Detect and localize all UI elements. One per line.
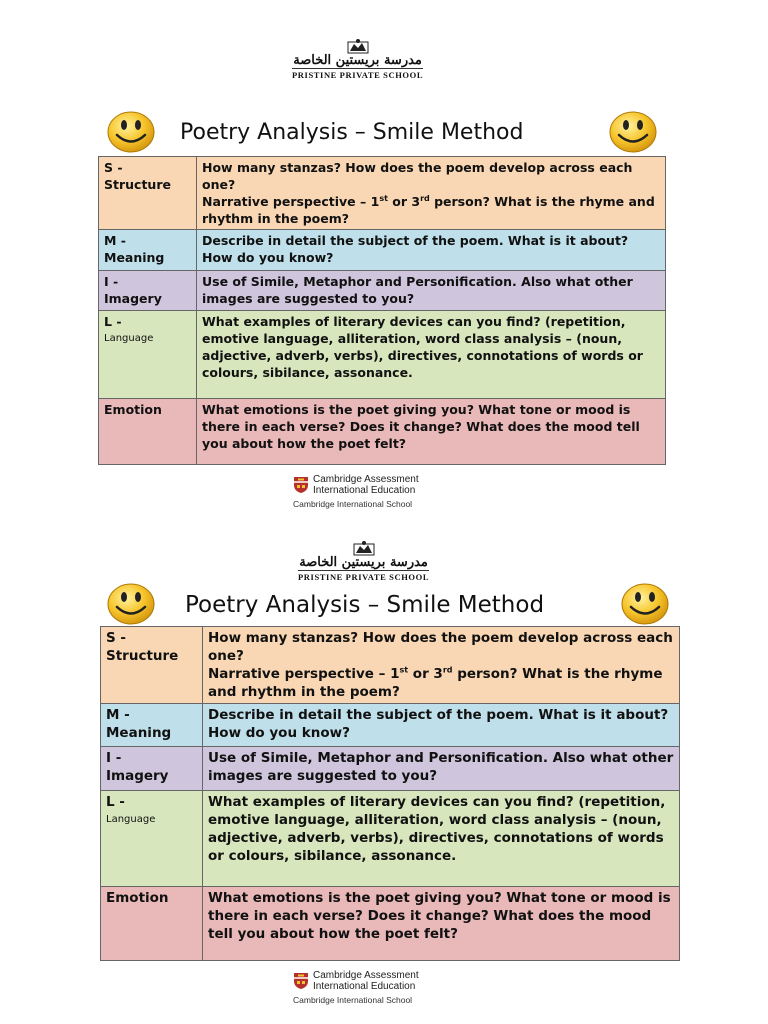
smiley-face-icon — [106, 582, 156, 626]
row-word: Imagery — [104, 291, 162, 306]
row-letter: L - — [104, 314, 122, 329]
row-letter: S - — [104, 160, 123, 175]
row-word: Emotion — [106, 890, 169, 906]
row-description: What examples of literary devices can you find? (repetition, emotive language, alliteration, word class analysis – (noun, adjective, adverb, verbs), directives, connotations of words or colours, sibilance, assonance. — [197, 311, 666, 399]
cambridge-line1: Cambridge Assessment — [313, 970, 419, 981]
row-letter: L - — [106, 794, 125, 810]
row-label — [99, 271, 197, 311]
cambridge-logo — [293, 970, 419, 1005]
table-row-meaning — [99, 230, 666, 271]
table-row-structure — [99, 157, 666, 230]
table-row-emotion — [101, 887, 680, 961]
row-word: Structure — [106, 648, 179, 664]
row-word: Language — [106, 814, 156, 825]
cambridge-shield-icon — [293, 972, 309, 990]
row-description: Use of Simile, Metaphor and Personification. Also what other images are suggested to you? — [203, 747, 680, 791]
row-letter: M - — [106, 707, 130, 723]
school-logo — [298, 540, 429, 582]
row-description: Describe in detail the subject of the poem. What is it about? How do you know? — [197, 230, 666, 271]
row-word: Meaning — [104, 250, 165, 265]
smile-method-table — [100, 626, 680, 961]
table-row-structure — [101, 627, 680, 704]
superscript-st: st — [399, 665, 409, 675]
structure-line2-post: person? What is the rhyme and rhythm in the poem? — [202, 194, 655, 226]
school-crest-icon — [351, 540, 377, 556]
school-crest-icon — [345, 38, 371, 54]
school-arabic-name: مدرسة بريستين الخاصة — [299, 555, 428, 570]
superscript-st: st — [379, 193, 388, 203]
structure-line1: How many stanzas? How does the poem develop across each one? — [208, 630, 673, 664]
table-row-language — [99, 311, 666, 399]
cambridge-logo — [293, 474, 419, 509]
row-label — [99, 157, 197, 230]
row-word: Language — [104, 333, 154, 344]
cambridge-line1: Cambridge Assessment — [313, 474, 419, 485]
smiley-face-icon — [620, 582, 670, 626]
structure-line1: How many stanzas? How does the poem develop across each one? — [202, 160, 633, 192]
cambridge-school-name: Cambridge International School — [293, 499, 413, 509]
row-word: Imagery — [106, 768, 169, 784]
structure-line2-pre: Narrative perspective – 1 — [208, 666, 400, 682]
row-letter: I - — [104, 274, 119, 289]
school-english-name: PRISTINE PRIVATE SCHOOL — [298, 572, 430, 582]
structure-line2-mid: or 3 — [387, 194, 421, 209]
row-description: What examples of literary devices can you find? (repetition, emotive language, alliteration, word class analysis – (noun, adjective, adverb, verbs), directives, connotations of words or colours, sibilance, assonance. — [203, 791, 680, 887]
smile-method-table — [98, 156, 666, 465]
row-label — [99, 399, 197, 465]
row-word: Meaning — [106, 725, 172, 741]
row-description: Use of Simile, Metaphor and Personification. Also what other images are suggested to you? — [197, 271, 666, 311]
page-title: Poetry Analysis – Smile Method — [185, 592, 545, 618]
row-label — [99, 230, 197, 271]
row-label — [101, 791, 203, 887]
table-row-imagery — [101, 747, 680, 791]
row-letter: S - — [106, 630, 127, 646]
school-arabic-name: مدرسة بريستين الخاصة — [293, 53, 422, 68]
row-label — [101, 627, 203, 704]
smiley-face-icon — [106, 110, 156, 154]
school-english-name: PRISTINE PRIVATE SCHOOL — [292, 70, 424, 80]
row-word: Emotion — [104, 402, 162, 417]
cambridge-shield-icon — [293, 476, 309, 494]
superscript-rd: rd — [442, 665, 453, 675]
row-description: Describe in detail the subject of the poem. What is it about? How do you know? — [203, 704, 680, 747]
row-word: Structure — [104, 177, 171, 192]
row-description — [203, 627, 680, 704]
smiley-face-icon — [608, 110, 658, 154]
table-row-meaning — [101, 704, 680, 747]
row-letter: M - — [104, 233, 126, 248]
table-row-imagery — [99, 271, 666, 311]
row-label — [101, 747, 203, 791]
cambridge-school-name: Cambridge International School — [293, 995, 413, 1005]
row-letter: I - — [106, 750, 122, 766]
table-row-language — [101, 791, 680, 887]
page-title: Poetry Analysis – Smile Method — [180, 120, 524, 145]
superscript-rd: rd — [420, 193, 430, 203]
structure-line2-pre: Narrative perspective – 1 — [202, 194, 380, 209]
row-description — [197, 157, 666, 230]
row-description: What emotions is the poet giving you? What tone or mood is there in each verse? Does it change? What does the mood tell you about how the poet felt? — [197, 399, 666, 465]
table-row-emotion — [99, 399, 666, 465]
row-label — [101, 887, 203, 961]
cambridge-line2: International Education — [313, 485, 416, 496]
structure-line2-post: person? What is the rhyme and rhythm in the poem? — [208, 666, 663, 700]
cambridge-line2: International Education — [313, 981, 416, 992]
school-logo — [292, 38, 423, 80]
row-label — [99, 311, 197, 399]
row-label — [101, 704, 203, 747]
row-description: What emotions is the poet giving you? What tone or mood is there in each verse? Does it change? What does the mood tell you about how the poet felt? — [203, 887, 680, 961]
structure-line2-mid: or 3 — [408, 666, 443, 682]
